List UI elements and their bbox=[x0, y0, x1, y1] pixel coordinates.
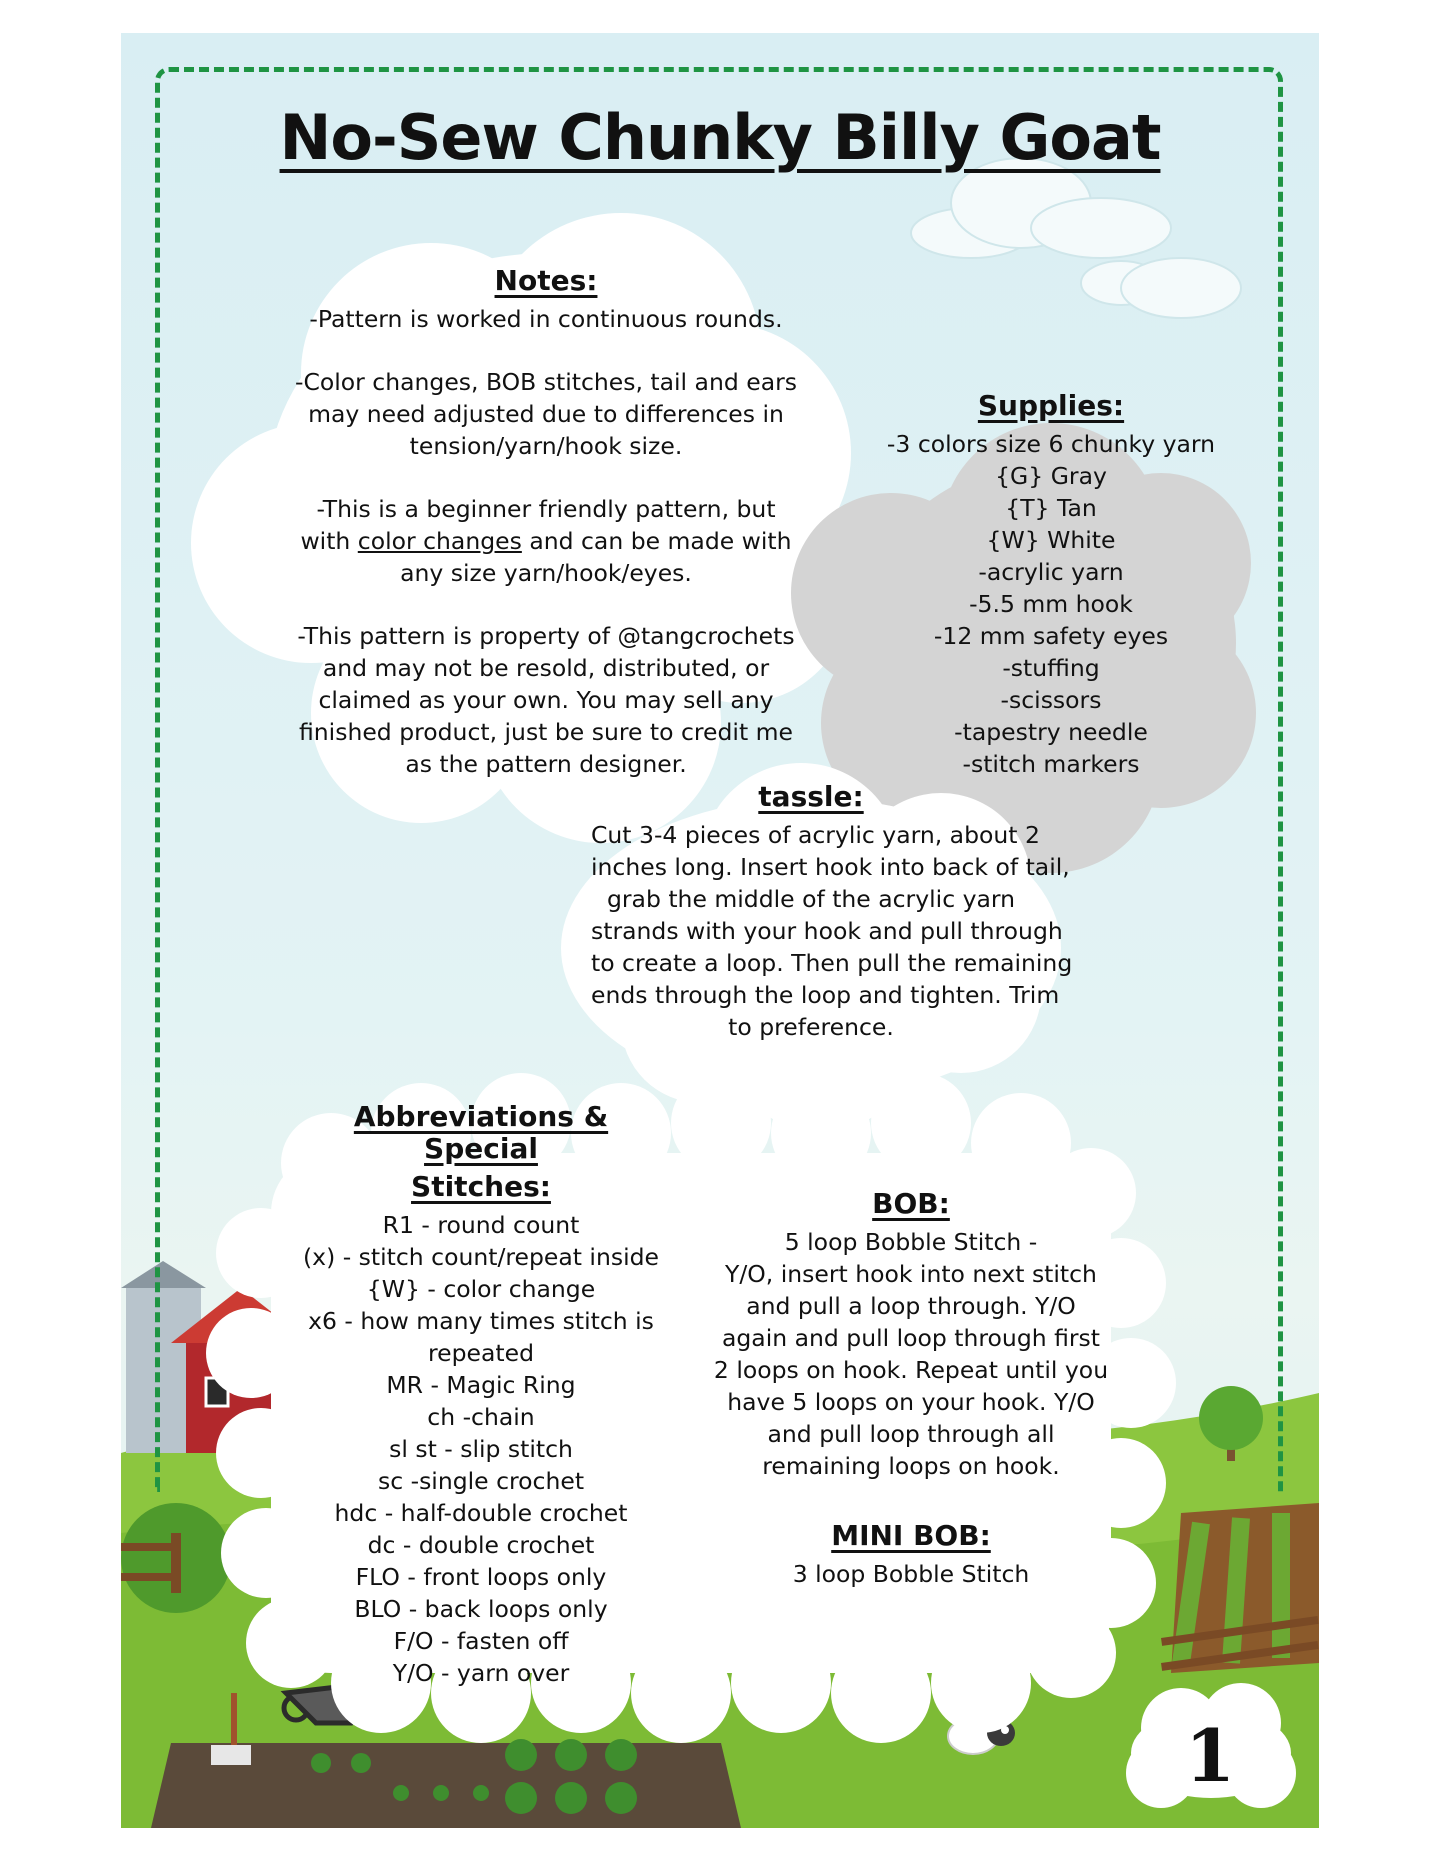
bob-line: have 5 loops on your hook. Y/O bbox=[727, 1388, 1095, 1416]
tassle-section bbox=[591, 780, 1073, 1043]
notes-line: -Pattern is worked in continuous rounds. bbox=[309, 305, 783, 333]
supplies-item: {T} Tan bbox=[1005, 494, 1097, 522]
supplies-section bbox=[881, 390, 1221, 780]
supplies-item: -stitch markers bbox=[962, 750, 1140, 778]
supplies-item: {G} Gray bbox=[995, 462, 1107, 490]
abbreviation-item: sc -single crochet bbox=[377, 1467, 585, 1495]
abbreviation-item: sl st - slip stitch bbox=[389, 1435, 573, 1463]
notes-line: finished product, just be sure to credit me bbox=[298, 718, 793, 746]
abbreviation-item: R1 - round count bbox=[382, 1211, 580, 1239]
supplies-item: -3 colors size 6 chunky yarn bbox=[886, 430, 1216, 458]
notes-line: any size yarn/hook/eyes. bbox=[400, 559, 692, 587]
notes-line: claimed as your own. You may sell any bbox=[318, 686, 774, 714]
abbreviation-item: BLO - back loops only bbox=[354, 1595, 608, 1623]
abbreviation-item: x6 - how many times stitch is bbox=[308, 1307, 654, 1335]
supplies-item: -tapestry needle bbox=[954, 718, 1148, 746]
abbreviations-heading-2: Stitches: bbox=[411, 1170, 551, 1203]
bob-line: remaining loops on hook. bbox=[762, 1452, 1060, 1480]
bob-line: Y/O, insert hook into next stitch bbox=[725, 1260, 1097, 1288]
mini-bob-section bbox=[711, 1520, 1111, 1590]
abbreviations-section bbox=[296, 1101, 666, 1689]
abbreviation-item: Y/O - yarn over bbox=[392, 1659, 570, 1687]
tassle-line: inches long. Insert hook into back of tail, bbox=[591, 853, 1070, 881]
supplies-item: -12 mm safety eyes bbox=[933, 622, 1169, 650]
bob-line: and pull loop through all bbox=[767, 1420, 1055, 1448]
abbreviation-item: ch -chain bbox=[427, 1403, 535, 1431]
abbreviation-item: MR - Magic Ring bbox=[386, 1371, 576, 1399]
page-title: No-Sew Chunky Billy Goat bbox=[279, 101, 1161, 174]
bob-section bbox=[711, 1188, 1111, 1482]
notes-line: and may not be resold, distributed, or bbox=[322, 654, 770, 682]
supplies-item: -stuffing bbox=[1002, 654, 1100, 682]
page-number: 1 bbox=[1184, 1713, 1236, 1798]
notes-line: tension/yarn/hook size. bbox=[409, 432, 683, 460]
abbreviation-item: dc - double crochet bbox=[367, 1531, 595, 1559]
abbreviations-heading: Abbreviations & Special bbox=[353, 1100, 609, 1165]
notes-line: may need adjusted due to differences in bbox=[308, 400, 784, 428]
supplies-item: -scissors bbox=[1000, 686, 1102, 714]
notes-line: -This is a beginner friendly pattern, but bbox=[316, 495, 776, 523]
bob-heading: BOB: bbox=[872, 1187, 950, 1220]
tassle-line: strands with your hook and pull through bbox=[591, 917, 1063, 945]
abbreviation-item: {W} - color change bbox=[366, 1275, 596, 1303]
bob-line: 2 loops on hook. Repeat until you bbox=[713, 1356, 1109, 1384]
tassle-heading: tassle: bbox=[758, 780, 864, 813]
tassle-line: to preference. bbox=[728, 1013, 894, 1041]
tassle-line: Cut 3-4 pieces of acrylic yarn, about 2 bbox=[591, 821, 1040, 849]
abbreviation-item: repeated bbox=[428, 1339, 534, 1367]
bob-line: and pull a loop through. Y/O bbox=[746, 1292, 1076, 1320]
tassle-line: ends through the loop and tighten. Trim bbox=[591, 981, 1060, 1009]
notes-line: -This pattern is property of @tangcrochets bbox=[297, 622, 795, 650]
abbreviation-item: F/O - fasten off bbox=[393, 1627, 569, 1655]
notes-section bbox=[291, 265, 801, 780]
pattern-page bbox=[121, 33, 1319, 1828]
bob-line: again and pull loop through first bbox=[721, 1324, 1101, 1352]
abbreviation-item: (x) - stitch count/repeat inside bbox=[303, 1243, 659, 1271]
supplies-heading: Supplies: bbox=[977, 389, 1125, 422]
supplies-item: -5.5 mm hook bbox=[969, 590, 1133, 618]
abbreviation-item: FLO - front loops only bbox=[355, 1563, 607, 1591]
tassle-line: to create a loop. Then pull the remaining bbox=[591, 949, 1073, 977]
bob-line: 5 loop Bobble Stitch - bbox=[784, 1228, 1038, 1256]
mini-bob-heading: MINI BOB: bbox=[831, 1519, 991, 1552]
mini-bob-line: 3 loop Bobble Stitch bbox=[792, 1560, 1030, 1588]
notes-heading: Notes: bbox=[494, 264, 598, 297]
supplies-item: -acrylic yarn bbox=[978, 558, 1124, 586]
supplies-item: {W} White bbox=[986, 526, 1116, 554]
notes-line: -Color changes, BOB stitches, tail and ears bbox=[294, 368, 797, 396]
notes-line: as the pattern designer. bbox=[405, 750, 687, 778]
notes-line: with color changes and can be made with bbox=[300, 527, 792, 555]
abbreviation-item: hdc - half-double crochet bbox=[334, 1499, 628, 1527]
tassle-line: grab the middle of the acrylic yarn bbox=[606, 885, 1016, 913]
color-changes-link[interactable]: color changes bbox=[357, 527, 522, 555]
